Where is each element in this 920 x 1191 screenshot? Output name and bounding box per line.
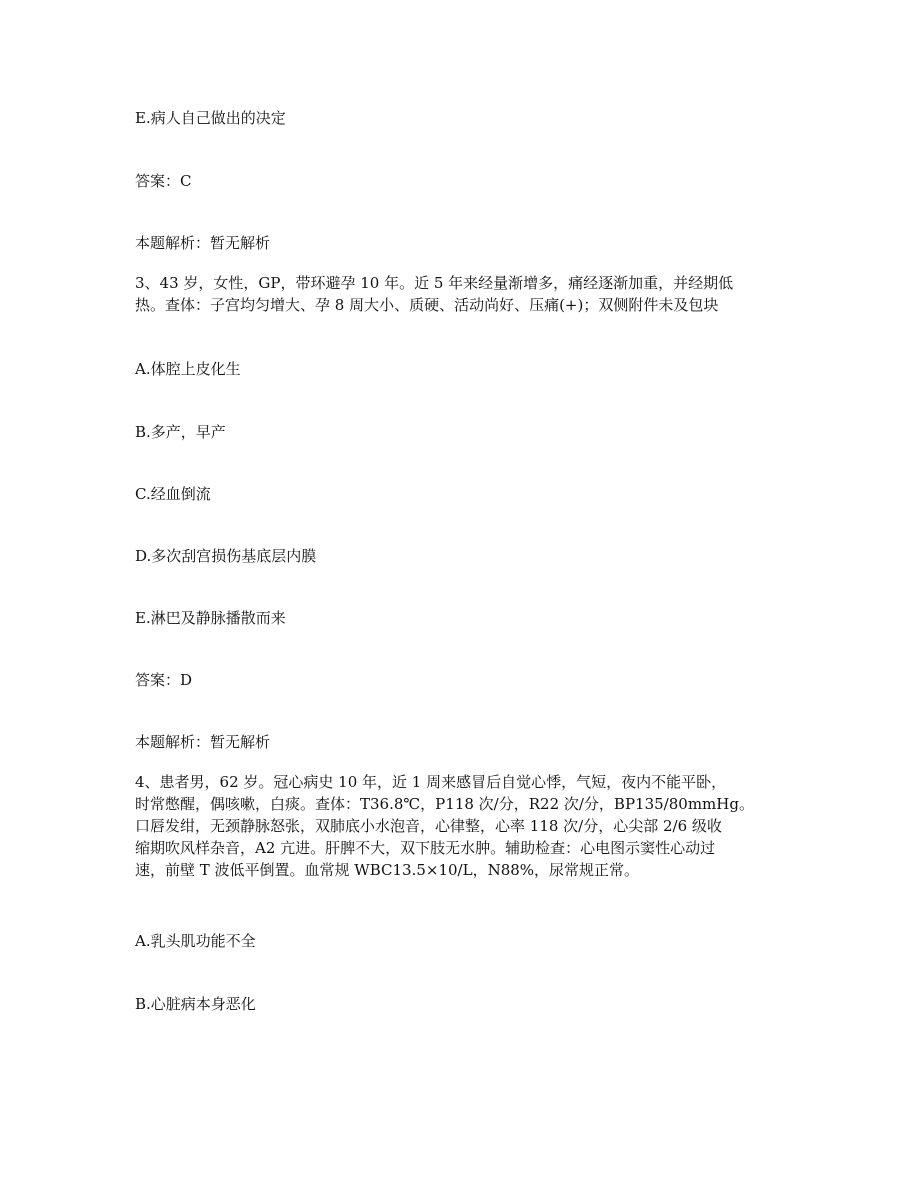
q4-stem-line: 口唇发绀，无颈静脉怒张，双肺底小水泡音，心律整，心率 118 次/分，心尖部 2/6 级收	[135, 817, 722, 835]
q2-answer: 答案：C	[135, 172, 192, 190]
q4-option-b: B.心脏病本身恶化	[135, 995, 256, 1013]
q3-option-e: E.淋巴及静脉播散而来	[135, 609, 286, 627]
q4-stem-line: 缩期吹风样杂音，A2 亢进。肝脾不大，双下肢无水肿。辅助检查：心电图示窦性心动过	[135, 839, 716, 857]
q4-stem-line: 时常憋醒，偶咳嗽，白痰。查体：T36.8℃，P118 次/分，R22 次/分，BP135/80mmHg。	[135, 795, 754, 813]
q4-stem	[135, 771, 795, 881]
q4-option-a: A.乳头肌功能不全	[135, 932, 256, 950]
q2-analysis: 本题解析：暂无解析	[135, 234, 271, 252]
q3-stem	[135, 272, 795, 316]
q4-stem-line: 4、患者男，62 岁。冠心病史 10 年，近 1 周来感冒后自觉心悸，气短，夜内不能平卧，	[135, 773, 727, 791]
q2-option-e: E.病人自己做出的决定	[135, 109, 286, 127]
q3-answer: 答案：D	[135, 671, 193, 689]
q4-stem-line: 速，前壁 T 波低平倒置。血常规 WBC13.5×10/L，N88%，尿常规正常。	[135, 861, 640, 879]
q3-option-b: B.多产，早产	[135, 423, 226, 441]
q3-option-a: A.体腔上皮化生	[135, 360, 241, 378]
q3-stem-line: 热。查体：子宫均匀增大、孕 8 周大小、质硬、活动尚好、压痛(+)；双侧附件未及包块	[135, 296, 719, 314]
q3-option-d: D.多次刮宫损伤基底层内膜	[135, 547, 317, 565]
q3-stem-line: 3、43 岁，女性，GP，带环避孕 10 年。近 5 年来经量渐增多，痛经逐渐加重，并经期低	[135, 274, 734, 292]
q3-option-c: C.经血倒流	[135, 485, 211, 503]
q3-analysis: 本题解析：暂无解析	[135, 733, 271, 751]
